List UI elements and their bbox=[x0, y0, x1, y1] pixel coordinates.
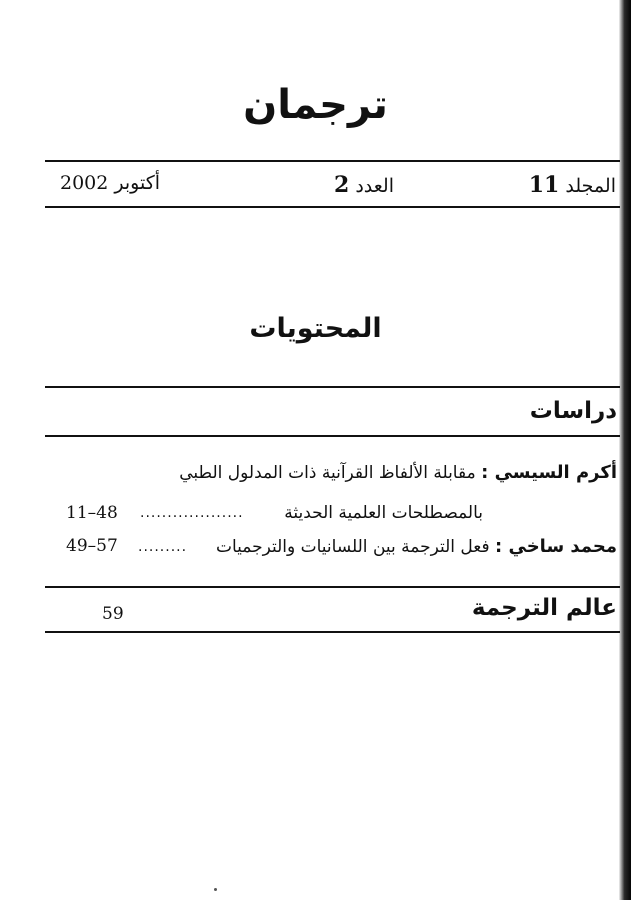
divider-top bbox=[45, 160, 620, 162]
contents-heading: المحتويات bbox=[249, 313, 382, 344]
volume bbox=[529, 172, 616, 198]
entry-1-author: أكرم السيسي : bbox=[481, 462, 617, 483]
divider-contents bbox=[45, 386, 620, 388]
volume-number: 11 bbox=[528, 172, 560, 198]
journal-title: ترجمان bbox=[243, 82, 388, 128]
entry-2-author: محمد ساخي : bbox=[495, 536, 617, 557]
entry-2-dots: ......... bbox=[138, 539, 188, 555]
issue-info bbox=[60, 172, 616, 202]
page-binding-shadow bbox=[619, 0, 631, 900]
divider-world bbox=[45, 586, 620, 588]
entry-2-pages: 49–57 bbox=[66, 536, 118, 556]
divider-section bbox=[45, 435, 620, 437]
issue-number: 2 bbox=[333, 172, 350, 198]
section-title-translation-world: عالم الترجمة bbox=[471, 595, 617, 621]
section-title-studies: دراسات bbox=[529, 398, 617, 424]
toc-entry-2-line1 bbox=[216, 536, 617, 557]
issue-label: العدد bbox=[355, 175, 394, 197]
scan-speck bbox=[214, 888, 217, 891]
volume-label: المجلد bbox=[565, 175, 616, 197]
entry-1-pages: 11–48 bbox=[66, 503, 118, 523]
divider-bottom bbox=[45, 631, 620, 633]
entry-1-dots: ................... bbox=[140, 505, 244, 521]
issue-date: أكتوبر 2002 bbox=[60, 172, 161, 194]
entry-1-title-line2: بالمصطلحات العلمية الحديثة bbox=[284, 503, 483, 523]
entry-2-title-line1: فعل الترجمة بين اللسانيات والترجميات bbox=[215, 537, 490, 557]
translation-world-page: 59 bbox=[102, 604, 124, 624]
issue bbox=[334, 172, 394, 198]
toc-entry-1-line1 bbox=[179, 462, 617, 483]
divider-issue bbox=[45, 206, 620, 208]
entry-1-title-line1: مقابلة الألفاظ القرآنية ذات المدلول الطبي bbox=[179, 463, 476, 483]
